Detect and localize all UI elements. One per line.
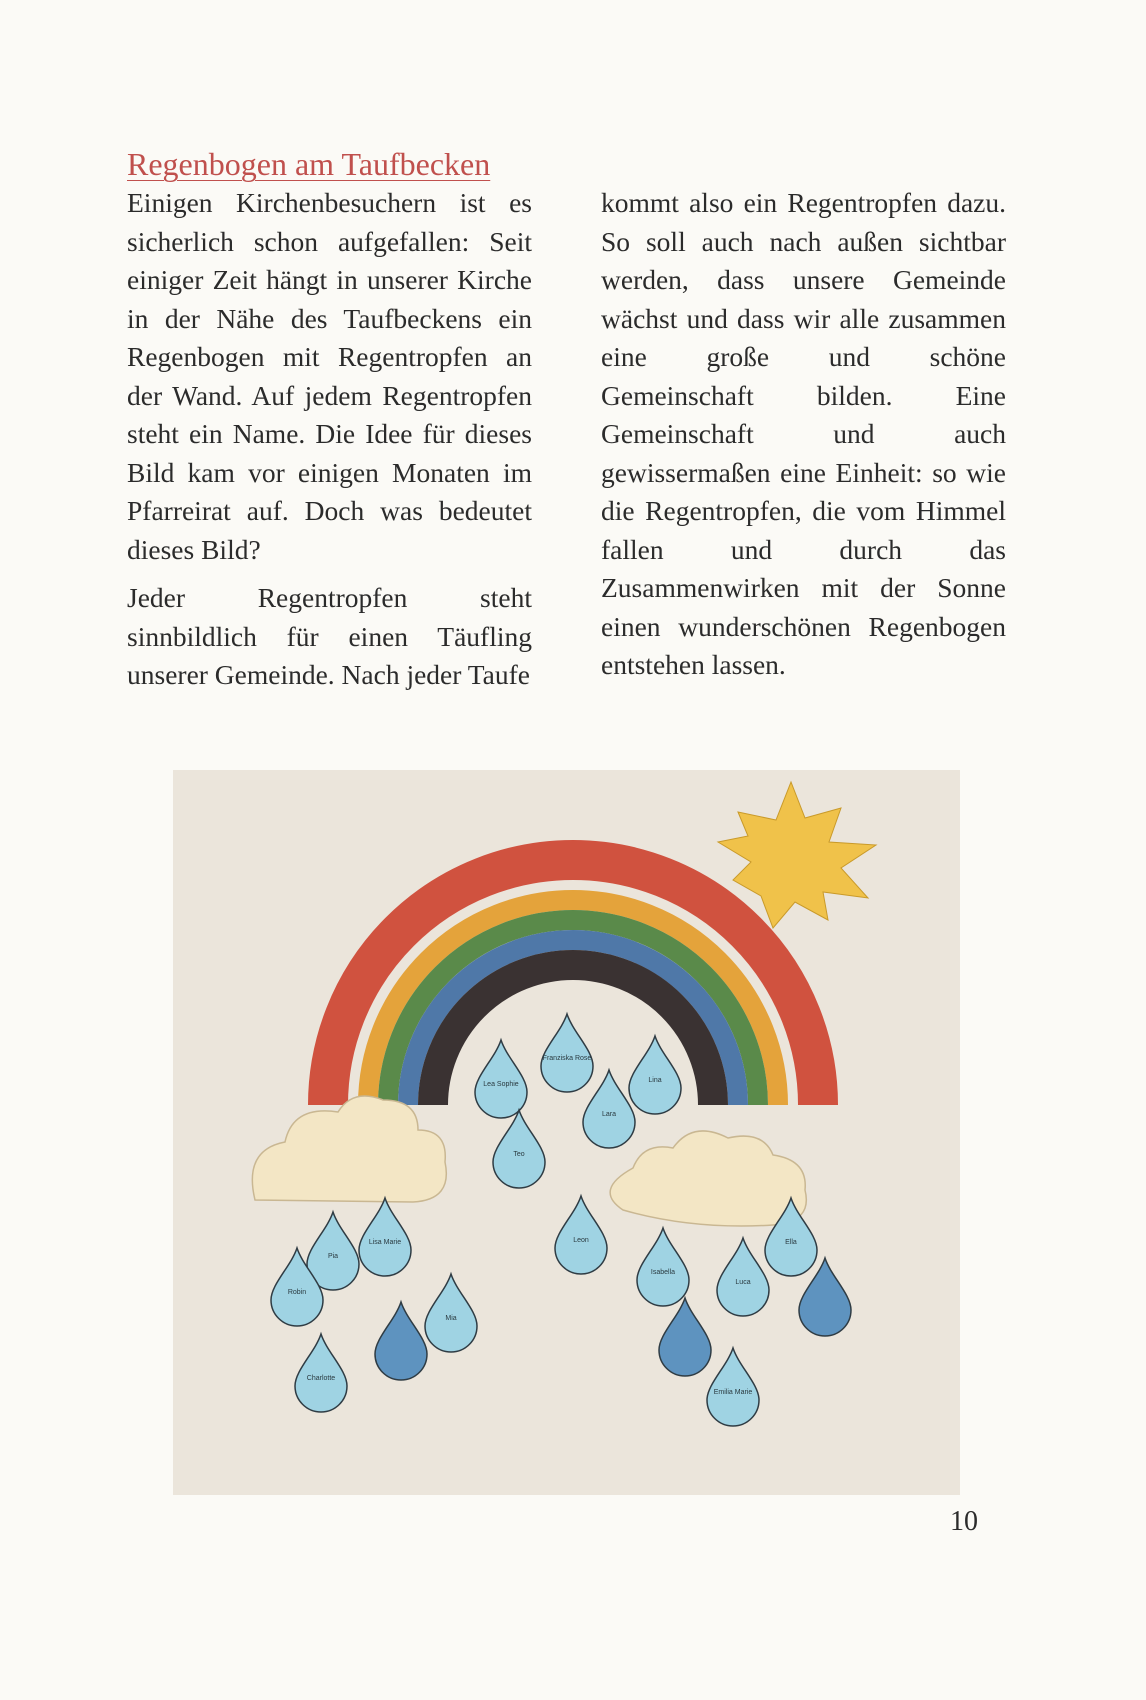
raindrop-label: Leon [573, 1237, 589, 1244]
raindrop-label: Pia [327, 1253, 339, 1260]
article-title: Regenbogen am Taufbecken [127, 146, 491, 182]
raindrop-label: Mia [445, 1315, 457, 1322]
text-column-left [127, 145, 532, 695]
rainbow-photo [173, 770, 960, 1495]
raindrop-label: Emilia Marie [713, 1389, 753, 1396]
raindrop-label: Lara [601, 1111, 617, 1118]
raindrop-label: Charlotte [306, 1375, 336, 1382]
page-number: 10 [950, 1506, 978, 1537]
raindrop-label: Isabella [650, 1269, 676, 1276]
raindrop-label: Lina [648, 1077, 662, 1084]
raindrop-label: Robin [287, 1289, 307, 1296]
paragraph: Jeder Regentropfen steht sinnbildlich für einen Täufling unserer Gemeinde. Nach jeder Taufe [127, 582, 532, 690]
raindrop-label: Lea Sophie [483, 1081, 519, 1088]
raindrop-label: Franziska Rose [542, 1055, 592, 1062]
raindrop-label: Ella [785, 1239, 797, 1246]
paragraph: Einigen Kirchenbesuchern ist es sicherlich schon aufgefallen: Seit einiger Zeit hängt in unserer Kirche in der Nähe des Taufbeckens ein Regenbogen mit Regentropfen an der Wand. Auf jedem Regentropfen steht ein Name. Die Idee für dieses Bild kam vor einigen Monaten im Pfarreirat auf. Doch was bedeutet dieses Bild? [127, 187, 532, 565]
raindrop-label: Teo [513, 1151, 525, 1158]
raindrop-label: Lisa Marie [368, 1239, 402, 1246]
paragraph: kommt also ein Regentropfen dazu. So soll auch nach außen sichtbar werden, dass unsere Gemeinde wächst und dass wir alle zusammen eine große und schöne Gemeinschaft bilden. Eine Gemeinschaft und auch gewissermaßen eine Einheit: so wie die Regentropfen, die vom Himmel fallen und durch das Zusammenwirken mit der Sonne einen wunderschönen Regenbogen entstehen lassen. [601, 187, 1006, 680]
raindrop-label: Luca [735, 1279, 751, 1286]
text-column-right [601, 184, 1006, 685]
